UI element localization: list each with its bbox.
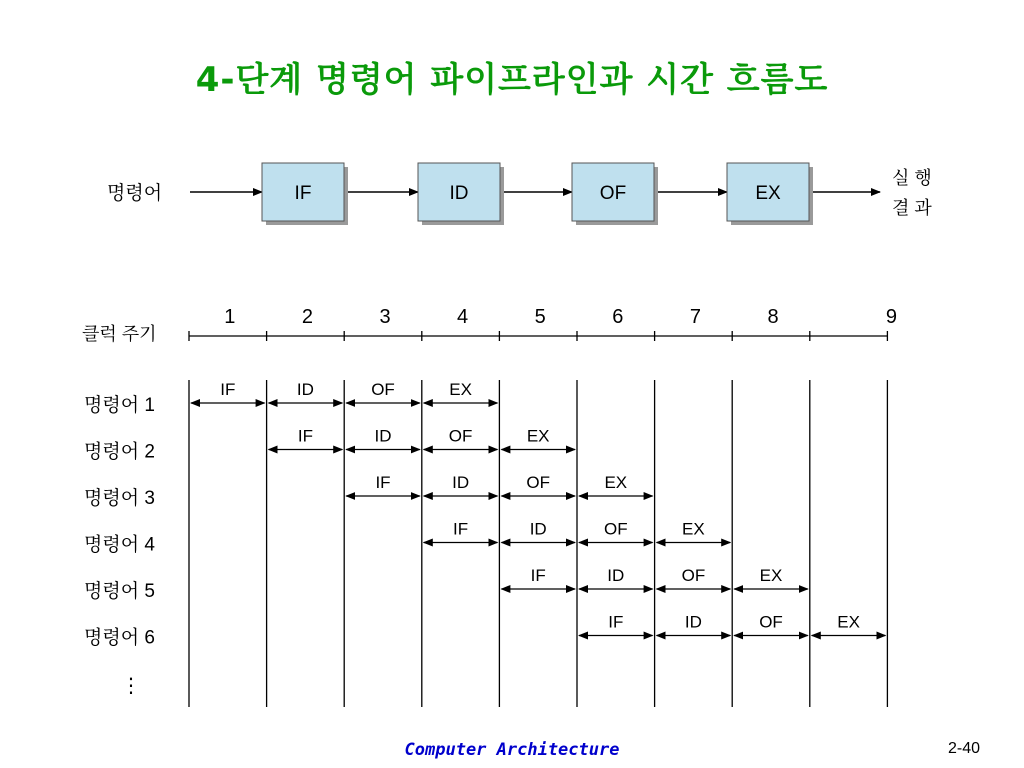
instruction-row-label: 명령어 5 bbox=[84, 581, 155, 602]
stage-span-label: IF bbox=[608, 612, 624, 632]
flow-output-label-line-2: 결 과 bbox=[892, 198, 932, 218]
pipeline-flow-diagram bbox=[107, 163, 932, 225]
clock-cycle-number: 4 bbox=[457, 306, 469, 328]
stage-span-label: ID bbox=[684, 612, 702, 632]
stage-span-label: EX bbox=[759, 566, 783, 585]
stage-span-label: OF bbox=[759, 612, 783, 632]
footer-page-number: 2-40 bbox=[947, 740, 980, 757]
stage-span-label: IF bbox=[297, 426, 313, 446]
stage-span-label: OF bbox=[448, 426, 473, 446]
stage-span-label: ID bbox=[296, 380, 314, 399]
stage-box-label: EX bbox=[755, 183, 781, 204]
stage-span-label: OF bbox=[526, 473, 551, 492]
stage-span-label: EX bbox=[449, 380, 472, 399]
stage-span-label: OF bbox=[681, 566, 706, 585]
stage-span-label: IF bbox=[220, 380, 236, 399]
stage-span-label: EX bbox=[837, 612, 860, 632]
flow-input-label: 명령어 bbox=[107, 183, 163, 204]
clock-cycle-number: 5 bbox=[534, 306, 546, 328]
footer-course-name: Computer Architecture bbox=[404, 740, 620, 760]
instruction-row-label: 명령어 1 bbox=[84, 395, 155, 416]
instruction-row-label: 명령어 2 bbox=[84, 441, 155, 463]
stage-span-label: EX bbox=[526, 426, 550, 446]
stage-span-label: ID bbox=[452, 473, 470, 492]
stage-span-label: ID bbox=[607, 566, 625, 585]
stage-span-label: IF bbox=[530, 566, 546, 585]
clock-cycle-number: 9 bbox=[885, 306, 897, 328]
stage-box-label: ID bbox=[449, 183, 469, 204]
instruction-ellipsis: ⋮ bbox=[121, 675, 141, 697]
clock-cycle-number: 7 bbox=[689, 306, 701, 328]
clock-cycle-label: 클럭 주기 bbox=[82, 324, 157, 344]
clock-cycle-number: 6 bbox=[612, 306, 624, 328]
stage-span-label: OF bbox=[603, 519, 628, 539]
instruction-row-label: 명령어 4 bbox=[84, 534, 155, 556]
instruction-row-label: 명령어 3 bbox=[84, 488, 155, 509]
stage-span-label: ID bbox=[529, 519, 547, 539]
stage-span-label: ID bbox=[374, 426, 392, 446]
clock-cycle-number: 8 bbox=[767, 306, 779, 328]
stage-span-label: IF bbox=[453, 519, 469, 539]
clock-cycle-number: 3 bbox=[379, 306, 391, 328]
slide-title: 4-단계 명령어 파이프라인과 시간 흐름도 bbox=[195, 60, 829, 100]
stage-span-label: EX bbox=[682, 519, 705, 539]
stage-box-label: OF bbox=[599, 183, 627, 204]
flow-output-label-line-1: 실 행 bbox=[892, 168, 932, 188]
clock-cycle-number: 1 bbox=[224, 306, 236, 328]
stage-box-label: IF bbox=[294, 183, 312, 204]
stage-span-label: IF bbox=[375, 473, 391, 492]
stage-span-label: OF bbox=[371, 380, 395, 399]
pipeline-timing-diagram bbox=[82, 306, 897, 707]
clock-cycle-number: 2 bbox=[301, 306, 313, 328]
instruction-row-label: 명령어 6 bbox=[84, 627, 155, 649]
stage-span-label: EX bbox=[604, 473, 628, 492]
